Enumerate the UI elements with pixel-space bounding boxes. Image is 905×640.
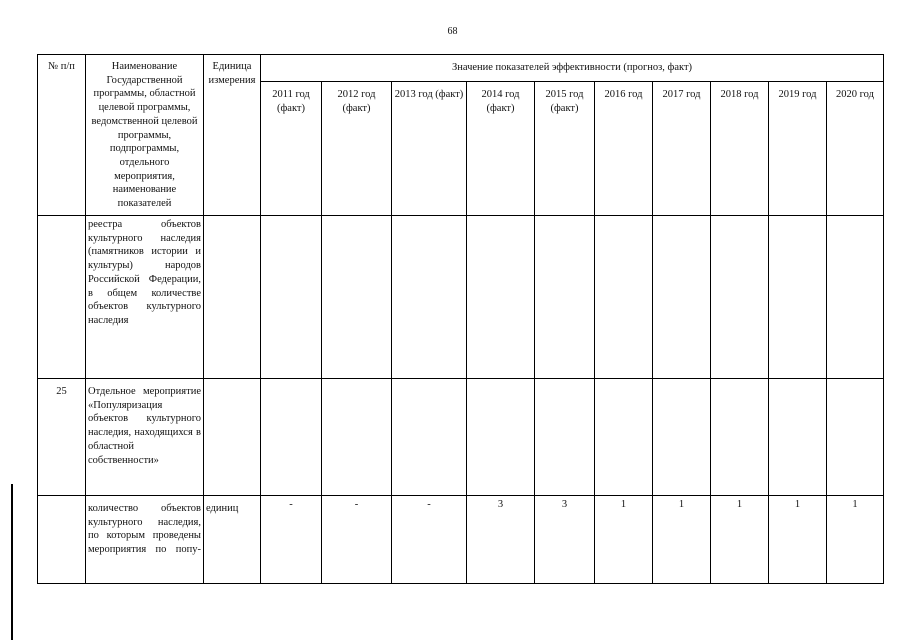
header-values-title-text: Значение показателей эффективности (прогноз, факт) [451, 62, 693, 74]
value-cell [711, 216, 769, 379]
value-cell [392, 496, 467, 584]
value-cell [467, 496, 535, 584]
value-cell [535, 216, 595, 379]
row-num-text: 25 [56, 386, 67, 397]
value-text: - [289, 499, 293, 510]
value-cell [711, 379, 769, 496]
value-cell [711, 496, 769, 584]
table-row [38, 379, 884, 496]
value-cell [535, 379, 595, 496]
year-header-text: 2015 год (факт) [545, 89, 584, 114]
table-row [38, 216, 884, 379]
value-cell [392, 216, 467, 379]
row-name [86, 379, 204, 496]
year-header-text: 2013 год (факт) [394, 89, 464, 100]
value-cell [653, 379, 711, 496]
value-cell [322, 216, 392, 379]
value-cell [769, 496, 827, 584]
value-cell [467, 379, 535, 496]
row-name-text: реестра объектов культурного наследия (памятников истории и культуры) народов Российской Федерации, в общем количестве объектов культурного наследия [88, 219, 201, 326]
value-text: 1 [678, 499, 685, 510]
year-header [392, 82, 467, 216]
value-cell [827, 216, 884, 379]
header-num-text: № п/п [48, 61, 75, 72]
year-header-text: 2017 год [662, 89, 701, 100]
header-values-title [261, 55, 884, 82]
header-row [38, 55, 884, 82]
year-header-text: 2020 год [836, 89, 874, 100]
year-header [595, 82, 653, 216]
page-number: 68 [447, 26, 458, 37]
header-name-text: Наименование Государственной программы, областной целевой программы, ведомственной целевой программы, подпрограммы, отдельного мероприятия, наименование показателей [91, 61, 198, 210]
value-cell [827, 379, 884, 496]
value-cell [392, 379, 467, 496]
value-cell [653, 496, 711, 584]
row-num [38, 496, 86, 584]
row-name [86, 496, 204, 584]
margin-rule [11, 484, 13, 640]
value-cell [535, 496, 595, 584]
year-header [653, 82, 711, 216]
header-unit [204, 55, 261, 216]
value-cell [827, 496, 884, 584]
header-name [86, 55, 204, 216]
value-cell [261, 216, 322, 379]
year-header-text: 2019 год [778, 89, 817, 100]
header-unit-text: Единица измерения [208, 61, 256, 86]
row-name-text: Отдельное мероприятие «Популяризация объектов культурного наследия, находящихся в областной собственности» [88, 386, 201, 466]
year-header-text: 2011 год (факт) [272, 89, 310, 114]
performance-indicators-table [37, 54, 884, 584]
value-text: 3 [497, 499, 504, 510]
value-cell [261, 496, 322, 584]
year-header-text: 2012 год (факт) [337, 89, 376, 114]
value-cell [769, 379, 827, 496]
value-cell [595, 216, 653, 379]
year-header-text: 2016 год [604, 89, 643, 100]
row-num [38, 379, 86, 496]
row-unit [204, 379, 261, 496]
value-cell [653, 216, 711, 379]
row-unit-text: единиц [206, 503, 239, 514]
value-text: - [354, 499, 359, 510]
year-header [711, 82, 769, 216]
value-text: - [427, 499, 431, 510]
row-name-text: количество объектов культурного наследия, по которым проведены мероприятия по попу- [88, 503, 201, 556]
row-num [38, 216, 86, 379]
value-text: 1 [736, 499, 743, 510]
year-header [261, 82, 322, 216]
year-header [322, 82, 392, 216]
value-cell [322, 496, 392, 584]
year-header-text: 2018 год [720, 89, 759, 100]
year-header-text: 2014 год (факт) [481, 89, 520, 114]
value-cell [322, 379, 392, 496]
value-cell [467, 216, 535, 379]
value-text: 1 [794, 499, 801, 510]
header-num [38, 55, 86, 216]
value-cell [595, 379, 653, 496]
year-header [827, 82, 884, 216]
value-cell [261, 379, 322, 496]
row-unit [204, 496, 261, 584]
year-header [467, 82, 535, 216]
value-text: 3 [561, 499, 568, 510]
year-header [769, 82, 827, 216]
year-header [535, 82, 595, 216]
row-unit [204, 216, 261, 379]
value-text: 1 [620, 499, 627, 510]
value-cell [769, 216, 827, 379]
value-cell [595, 496, 653, 584]
row-name [86, 216, 204, 379]
value-text: 1 [852, 499, 858, 510]
table-row [38, 496, 884, 584]
